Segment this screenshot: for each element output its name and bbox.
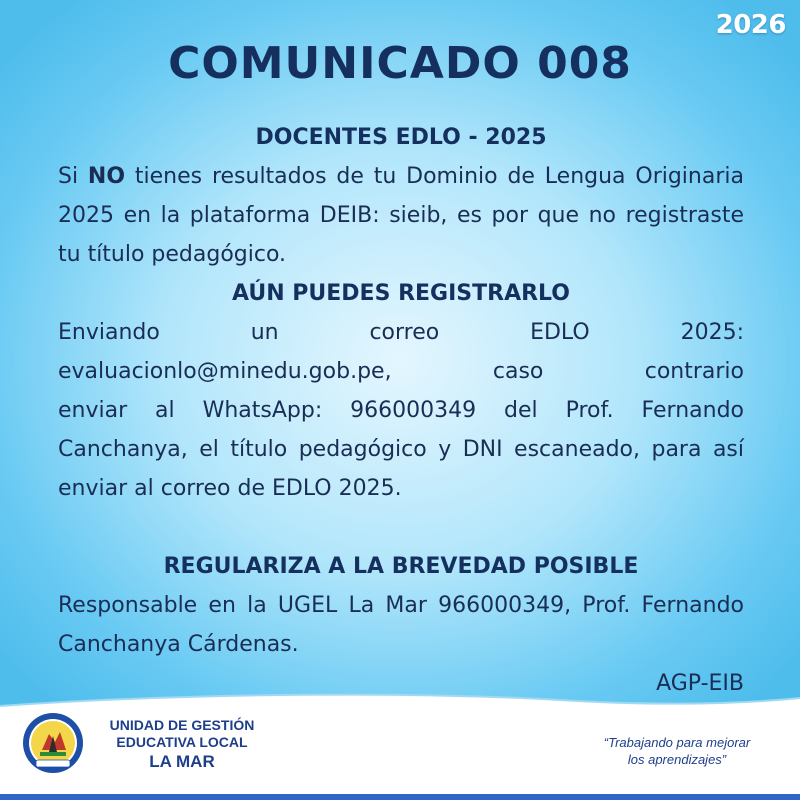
slogan [582,734,772,768]
footer [0,690,800,800]
page-title: COMUNICADO 008 [168,38,632,89]
paragraph-whatsapp: enviar al WhatsApp: 966000349 del Prof. Fernando Canchanya, el título pedagógico y DNI escaneado, para así enviar al correo de EDLO 2025. [58,398,744,501]
org-line-3: LA MAR [149,752,215,771]
year-label: 2026 [715,10,786,40]
heading-regularize: REGULARIZA A LA BREVEDAD POSIBLE [163,554,639,579]
signature: AGP-EIB [656,671,744,696]
paragraph-email-line1: Enviando un correo EDLO 2025: [58,320,744,345]
paragraph-results-post: tienes resultados de tu Dominio de Lengua Originaria 2025 en la plataforma DEIB: sieib, es por que no registraste tu título pedagógico. [58,164,744,267]
paragraph-email-line2: evaluacionlo@minedu.gob.pe, caso contrario [58,359,744,384]
paragraph-results [58,157,744,274]
spacer [58,508,744,547]
organization-name [96,717,268,772]
org-line-1: UNIDAD DE GESTIÓN [109,717,255,733]
org-line-2: EDUCATIVA LOCAL [116,734,248,750]
ugel-logo-icon [22,712,84,774]
paragraph-responsible: Responsable en la UGEL La Mar 966000349, Prof. Fernando Canchanya Cárdenas. [58,593,744,657]
footer-bar [0,794,800,800]
heading-register: AÚN PUEDES REGISTRARLO [231,281,570,306]
slogan-line-1: “Trabajando para mejorar [603,735,751,750]
announcement-body [58,118,744,703]
slogan-line-2: los aprendizajes” [627,752,727,767]
heading-docentes: DOCENTES EDLO - 2025 [255,125,547,150]
emphasis-no: NO [87,164,126,189]
paragraph-results-pre: Si [58,164,88,189]
